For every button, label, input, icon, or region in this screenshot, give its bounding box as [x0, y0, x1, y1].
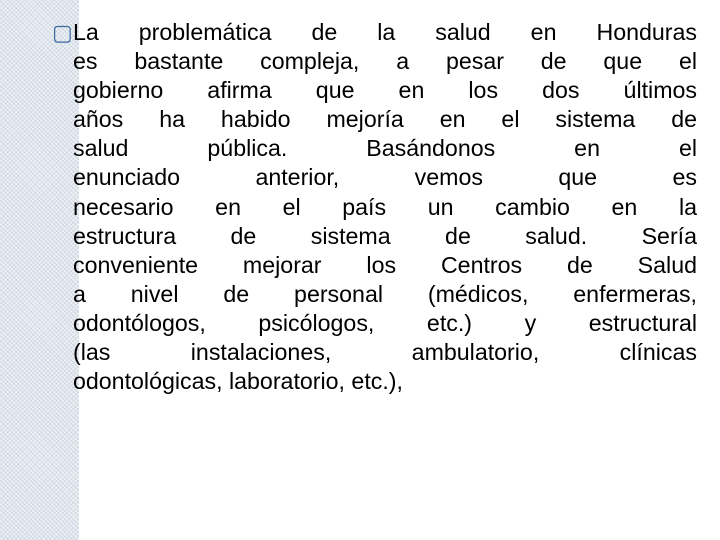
- paragraph-line: conveniente mejorar los Centros de Salud: [73, 251, 697, 278]
- paragraph-line: gobierno afirma que en los dos últimos: [73, 77, 697, 104]
- paragraph-line: odontólogos, psicólogos, etc.) y estructural: [73, 309, 697, 336]
- paragraph-line: años ha habido mejoría en el sistema de: [73, 106, 697, 133]
- paragraph-line: necesario en el país un cambio en la: [73, 193, 697, 220]
- paragraph-line: odontológicas, laboratorio, etc.),: [73, 368, 403, 395]
- paragraph-line: enunciado anterior, vemos que es: [73, 164, 697, 191]
- bullet-box-icon: ▢: [52, 20, 73, 45]
- paragraph-line: a nivel de personal (médicos, enfermeras,: [73, 280, 697, 307]
- paragraph-line: (las instalaciones, ambulatorio, clínicas: [73, 339, 697, 366]
- paragraph-line: es bastante compleja, a pesar de que el: [73, 48, 697, 75]
- paragraph-line: salud pública. Basándonos en el: [73, 135, 697, 162]
- bullet-paragraph: [73, 18, 697, 396]
- paragraph-line: La problemática de la salud en Honduras: [73, 19, 697, 45]
- paragraph-line: estructura de sistema de salud. Sería: [73, 222, 697, 249]
- bullet-item: [52, 18, 697, 396]
- slide-body: [52, 18, 697, 518]
